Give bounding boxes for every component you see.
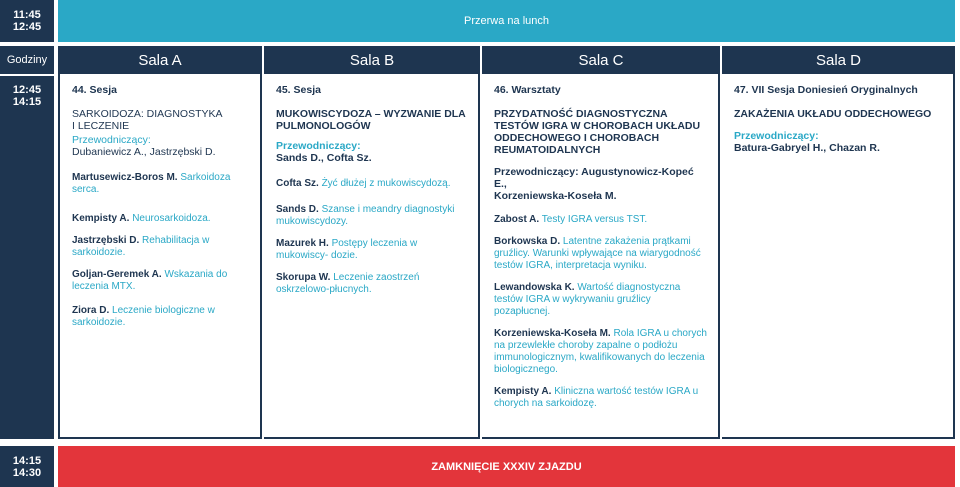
talk-title: Rola IGRA u chorych na przewlekłe choroby zapalne o podłożu immunologicznym, kwalifikowanych do leczenia biologicznego. <box>494 328 707 375</box>
talk-author: Zabost A. <box>494 214 540 225</box>
closing-banner <box>58 446 955 487</box>
session-title-b-2: PULMONOLOGÓW <box>276 120 371 132</box>
talk-author: Cofta Sz. <box>276 178 319 189</box>
talk-title: Rehabilitacja w sarkoidozie. <box>72 235 210 258</box>
talk-title: Kliniczna wartość testów IGRA u chorych na sarkoidozę. <box>494 386 699 409</box>
talk-title: Postępy leczenia w mukowiscy- dozie. <box>276 238 418 261</box>
talk-title: Wartość diagnostyczna testów IGRA w wykrywaniu gruźlicy pozapłucnej. <box>494 282 681 317</box>
session-number-a: 44. Sesja <box>72 84 117 96</box>
session-title-c-2: TESTÓW IGRA W CHOROBACH UKŁADU <box>494 120 701 132</box>
room-header-c <box>482 46 720 74</box>
talk-author: Jastrzębski D. <box>72 235 140 246</box>
talk-author: Lewandowska K. <box>494 282 575 293</box>
room-header-d <box>722 46 955 74</box>
talk-title: Latentne zakażenia prątkami gruźlicy. Warunki wpływające na wiarygodność testów IGRA, interpretacja wyniku. <box>494 236 701 271</box>
talk-a-4 <box>72 269 250 293</box>
session-title-a-2: I LECZENIE <box>72 120 130 132</box>
main-time-start: 12:45 <box>12 84 42 96</box>
room-label-b: Sala B <box>349 51 395 69</box>
chair-names-a: Dubaniewicz A., Jastrzębski D. <box>72 146 216 158</box>
talk-title: Leczenie zaostrzeń oskrzelowo-płucnych. <box>276 272 420 295</box>
talk-a-5 <box>72 305 250 329</box>
session-title-d-1: ZAKAŻENIA UKŁADU ODDECHOWEGO <box>734 108 932 120</box>
room-label-a: Sala A <box>138 51 182 69</box>
session-number-c: 46. Warsztaty <box>494 84 561 96</box>
talk-c-1 <box>494 214 708 226</box>
room-header-a <box>58 46 262 74</box>
chair-label-d: Przewodniczący: <box>734 130 819 142</box>
room-header-b <box>264 46 480 74</box>
session-title-a-1: SARKOIDOZA: DIAGNOSTYKA <box>72 108 223 120</box>
closing-label: ZAMKNIĘCIE XXXIV ZJAZDU <box>431 460 582 473</box>
talk-author: Korzeniewska-Koseła M. <box>494 328 611 339</box>
session-title-b-1: MUKOWISCYDOZA – WYZWANIE DLA <box>276 108 466 120</box>
talk-b-2 <box>276 204 468 228</box>
talk-a-3 <box>72 235 250 259</box>
room-label-c: Sala C <box>578 51 624 69</box>
session-panel-d <box>722 74 955 439</box>
hours-header <box>0 46 54 74</box>
session-panel-a <box>58 74 262 439</box>
session-number-d: 47. VII Sesja Doniesień Oryginalnych <box>734 84 918 96</box>
chair-names-b: Sands D., Cofta Sz. <box>276 152 372 164</box>
hours-header-label: Godziny <box>6 54 48 66</box>
talk-title: Wskazania do leczenia MTX. <box>72 269 228 292</box>
talk-b-1 <box>276 178 468 190</box>
talk-author: Sands D. <box>276 204 319 215</box>
closing-time <box>0 446 54 487</box>
chair-names-c: Korzeniewska-Koseła M. <box>494 190 617 202</box>
talk-a-2 <box>72 213 250 225</box>
talk-title: Sarkoidoza serca. <box>72 172 231 195</box>
talk-title: Żyć dłużej z mukowiscydozą. <box>321 178 451 189</box>
talk-b-3 <box>276 238 468 262</box>
talk-c-3 <box>494 282 708 318</box>
break-time <box>0 0 54 42</box>
session-number-b: 45. Sesja <box>276 84 321 96</box>
talk-title: Neurosarkoidoza. <box>132 213 211 224</box>
chair-label-b: Przewodniczący: <box>276 140 361 152</box>
break-time-start: 11:45 <box>13 9 41 21</box>
talk-c-2 <box>494 236 708 272</box>
talk-b-4 <box>276 272 468 296</box>
talk-c-4 <box>494 328 708 376</box>
talk-author: Goljan-Geremek A. <box>72 269 162 280</box>
talk-author: Kempisty A. <box>72 213 130 224</box>
talk-author: Mazurek H. <box>276 238 329 249</box>
talk-title: Testy IGRA versus TST. <box>541 214 648 225</box>
talk-c-5 <box>494 386 708 410</box>
break-time-end: 12:45 <box>12 21 42 33</box>
talk-author: Martusewicz-Boros M. <box>72 172 178 183</box>
talk-author: Ziora D. <box>72 305 110 316</box>
break-banner <box>58 0 955 42</box>
session-panel-c <box>482 74 720 439</box>
session-panel-b <box>264 74 480 439</box>
session-title-c-4: REUMATOIDALNYCH <box>494 144 601 156</box>
room-label-d: Sala D <box>815 51 862 69</box>
talk-title: Szanse i meandry diagnostyki mukowiscydozy. <box>276 204 455 227</box>
chair-names-d: Batura-Gabryel H., Chazan R. <box>734 142 880 154</box>
main-time-end: 14:15 <box>12 96 42 108</box>
closing-time-start: 14:15 <box>12 454 42 467</box>
talk-title: Leczenie biologiczne w sarkoidozie. <box>72 305 215 328</box>
talk-author: Kempisty A. <box>494 386 552 397</box>
chair-label-c: Przewodniczący: Augustynowicz-Kopeć E., <box>494 166 694 190</box>
closing-time-end: 14:30 <box>12 466 42 479</box>
talk-a-1 <box>72 172 250 196</box>
session-title-c-3: ODDECHOWEGO I CHOROBACH <box>494 132 660 144</box>
break-label: Przerwa na lunch <box>464 15 549 27</box>
main-time <box>0 76 54 439</box>
talk-author: Skorupa W. <box>276 272 331 283</box>
session-title-c-1: PRZYDATNOŚĆ DIAGNOSTYCZNA <box>494 108 668 120</box>
chair-label-a: Przewodniczący: <box>72 134 151 146</box>
talk-author: Borkowska D. <box>494 236 561 247</box>
